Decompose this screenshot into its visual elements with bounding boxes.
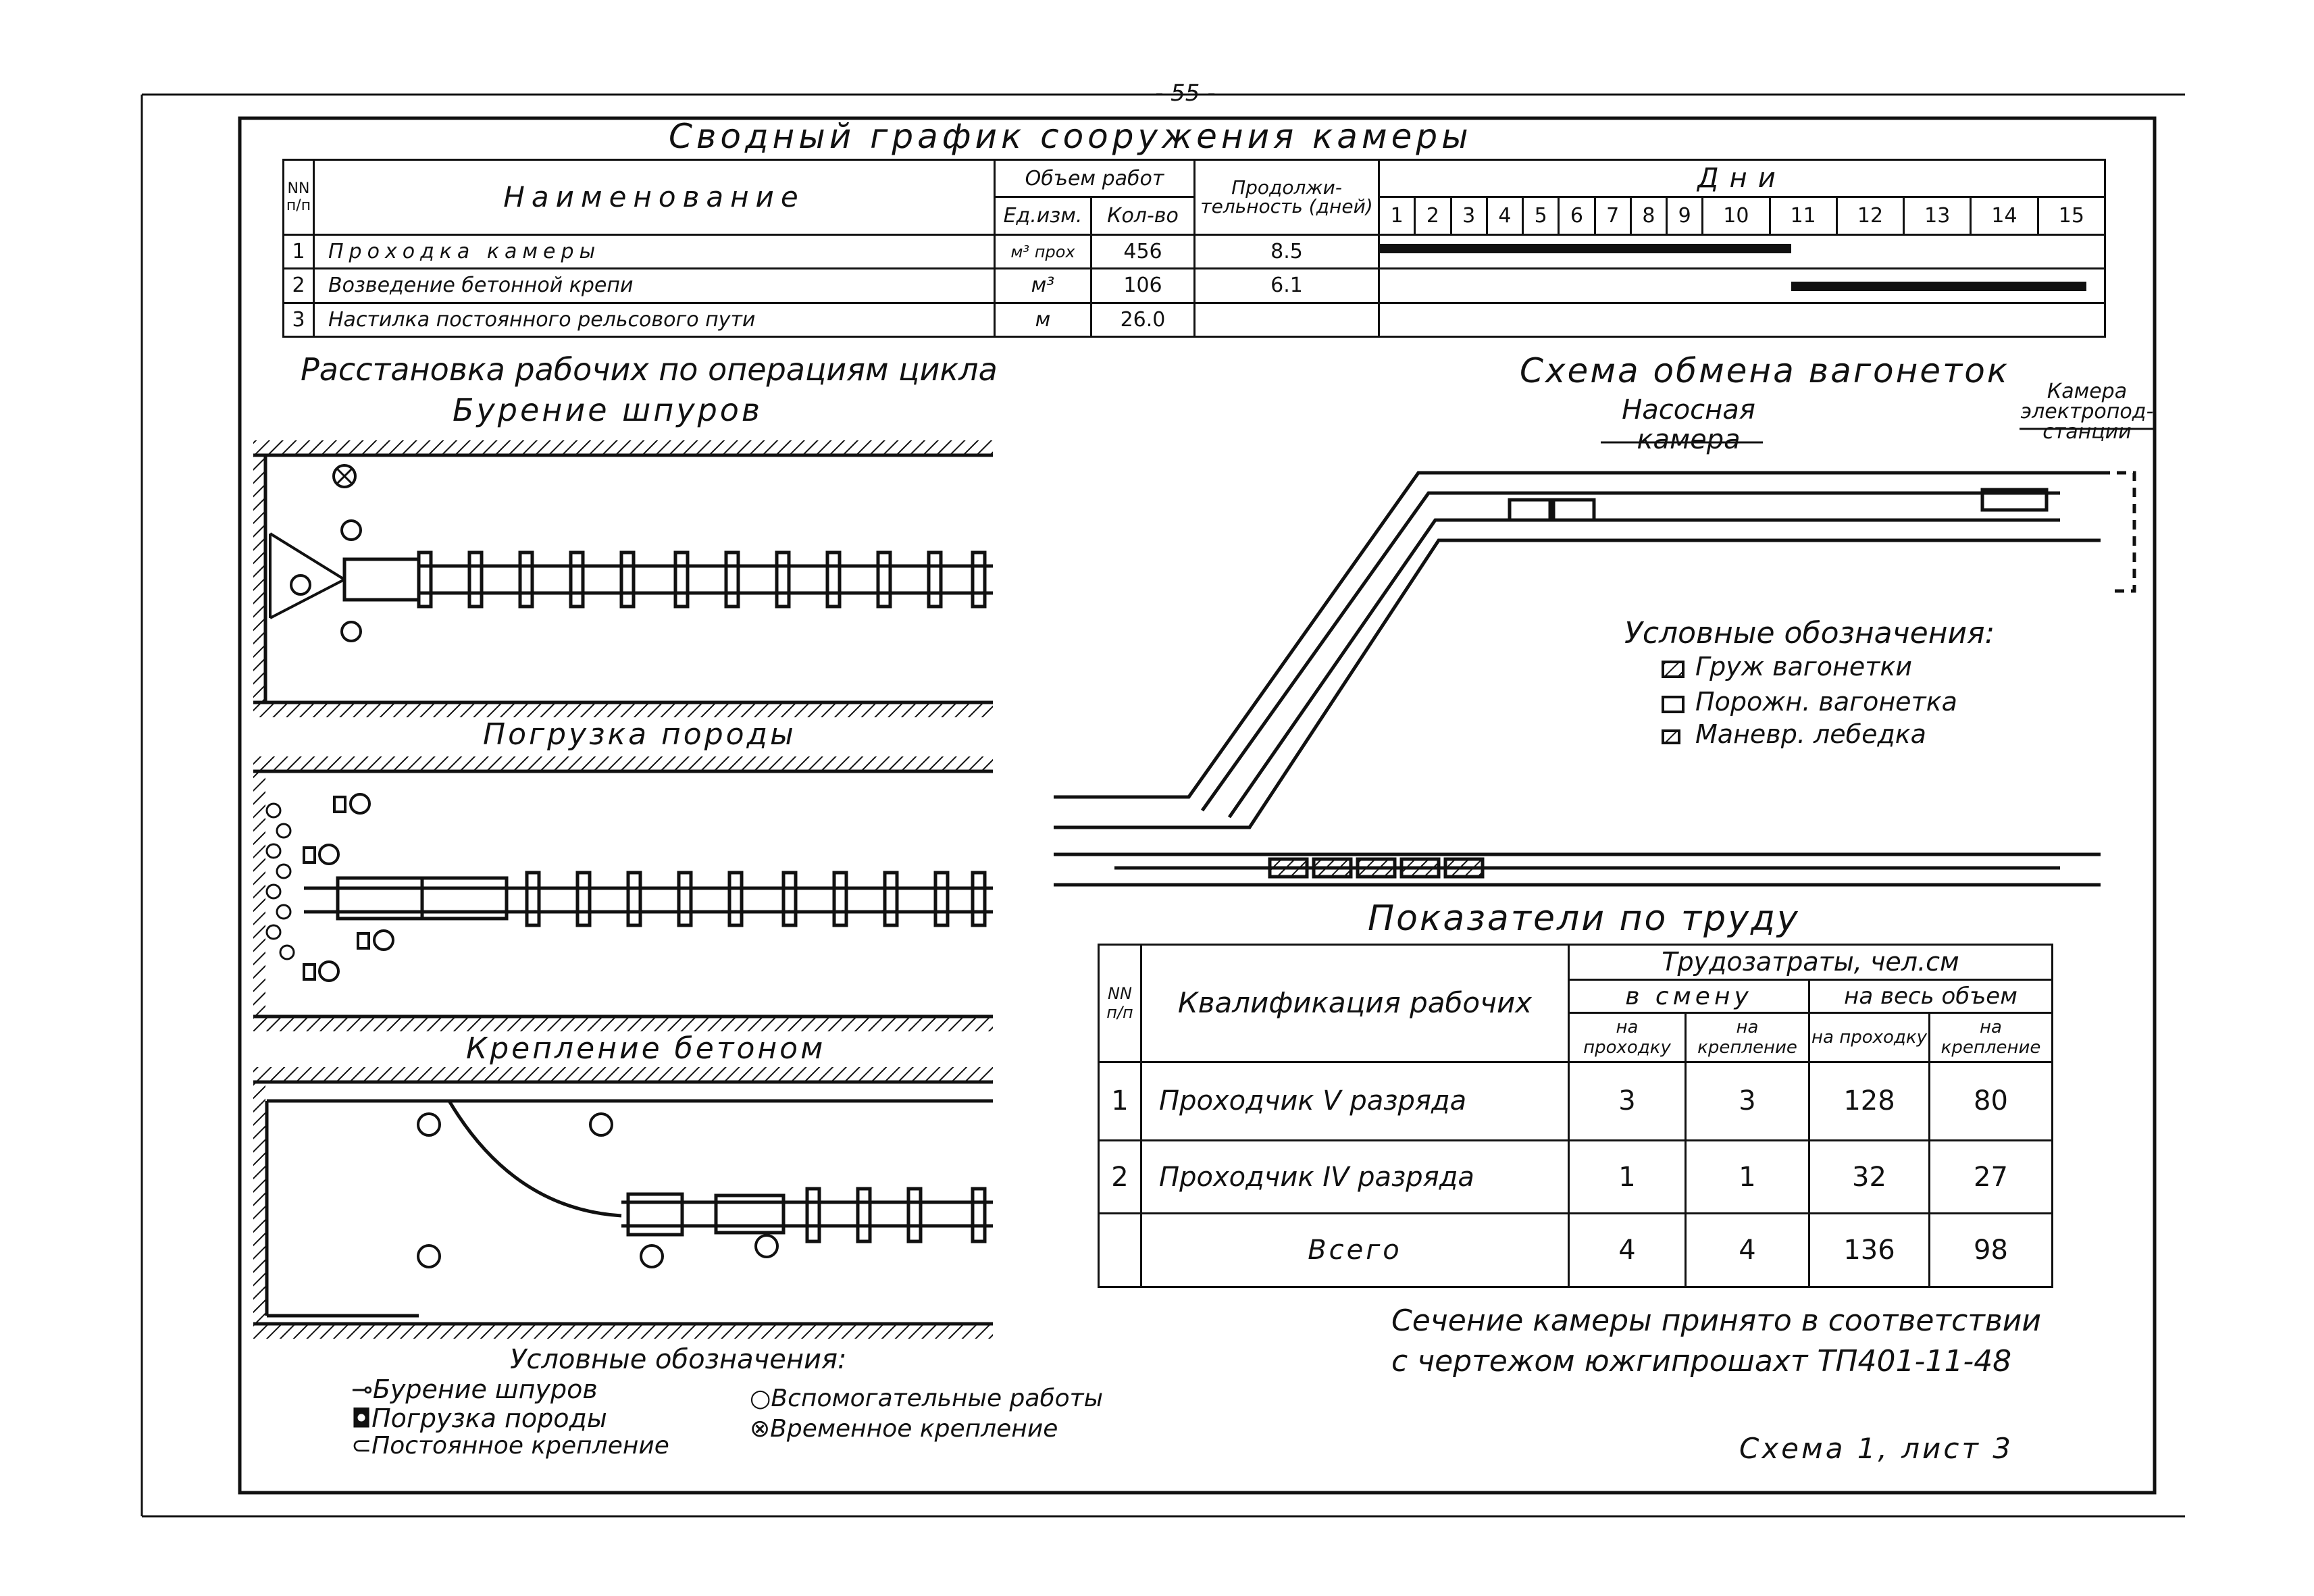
- work-duration: 8.5: [1195, 234, 1379, 268]
- legend-item-loading: ◘Погрузка породы: [351, 1404, 607, 1433]
- day-number: 5: [1523, 197, 1559, 234]
- circle-icon: ○: [750, 1385, 771, 1412]
- drilling-schematic: [253, 440, 993, 717]
- legend-left-title: Условные обозначения:: [510, 1344, 847, 1375]
- schedule-header-name: Наименование: [314, 160, 995, 235]
- drill-icon: ⊸: [351, 1374, 373, 1404]
- loading-schematic: [253, 756, 993, 1031]
- value-cell: 1: [1569, 1140, 1686, 1214]
- table-row: [1099, 1140, 2053, 1214]
- day-number: 2: [1415, 197, 1451, 234]
- exchange-legend-symbols: [1663, 662, 1683, 743]
- labor-header-cost: Трудозатраты, чел.см: [1569, 945, 2053, 980]
- legend-item-auxiliary: ○Вспомогательные работы: [750, 1385, 1104, 1412]
- schedule-header-qty: Кол-во: [1091, 197, 1195, 234]
- loading-icon: ◘: [351, 1404, 372, 1433]
- day-number: 15: [2038, 197, 2105, 234]
- table-row: [1099, 1062, 2053, 1140]
- worker-name: Проходчик V разряда: [1141, 1062, 1569, 1140]
- day-number: 11: [1770, 197, 1836, 234]
- work-unit: м³ прох: [995, 234, 1091, 268]
- gantt-cell: [1379, 303, 2105, 336]
- work-unit: м³: [995, 269, 1091, 303]
- exchange-legend-title: Условные обозначения:: [1624, 616, 1995, 650]
- labor-header-nn: NN п/п: [1099, 945, 1141, 1062]
- operation-lining-title: Крепление бетоном: [466, 1031, 826, 1066]
- pump-chamber-label: Насосная камера: [1622, 394, 1755, 455]
- labor-header-total: на весь объем: [1809, 979, 2053, 1013]
- day-number: 12: [1836, 197, 1903, 234]
- schedule-title: Сводный график сооружения камеры: [669, 117, 1472, 156]
- value-cell: 1: [1686, 1140, 1809, 1214]
- exchange-scheme-drawing: [1054, 429, 2155, 885]
- value-cell: 3: [1686, 1062, 1809, 1140]
- exchange-legend-winch: Маневр. лебедка: [1695, 719, 1926, 749]
- value-cell: 3: [1569, 1062, 1686, 1140]
- day-number: 3: [1451, 197, 1487, 234]
- note-line-1: Сечение камеры принято в соответствии: [1391, 1304, 2041, 1338]
- labor-header-drive: на проходку: [1569, 1013, 1686, 1062]
- labor-header-qual: Квалификация рабочих: [1141, 945, 1569, 1062]
- day-number: 13: [1904, 197, 1971, 234]
- work-name: Возведение бетонной крепи: [314, 269, 995, 303]
- day-number: 8: [1630, 197, 1666, 234]
- value-cell: 80: [1930, 1062, 2053, 1140]
- labor-header-drive-total: на проходку: [1809, 1013, 1930, 1062]
- operation-loading-title: Погрузка породы: [483, 717, 796, 752]
- worker-name: Проходчик IV разряда: [1141, 1140, 1569, 1214]
- row-number: [1099, 1214, 1141, 1287]
- day-number: 14: [1971, 197, 2038, 234]
- day-number: 9: [1667, 197, 1703, 234]
- table-row: [1099, 1214, 2053, 1287]
- day-number: 6: [1559, 197, 1595, 234]
- worker-name: Всего: [1141, 1214, 1569, 1287]
- labor-title: Показатели по труду: [1368, 898, 1800, 939]
- value-cell: 32: [1809, 1140, 1930, 1214]
- value-cell: 4: [1569, 1214, 1686, 1287]
- sheet-label: Схема 1, лист 3: [1739, 1432, 2013, 1465]
- value-cell: 4: [1686, 1214, 1809, 1287]
- schedule-header-nn: NN п/п: [284, 160, 314, 235]
- schedule-header-days: Дни: [1379, 160, 2105, 197]
- work-duration: 6.1: [1195, 269, 1379, 303]
- day-number: 10: [1703, 197, 1770, 234]
- schedule-header-volume: Объем работ: [995, 160, 1195, 197]
- table-row: [284, 234, 2105, 268]
- crossed-circle-icon: ⊗: [750, 1415, 771, 1443]
- lining-schematic: [253, 1067, 993, 1339]
- row-number: 2: [284, 269, 314, 303]
- work-qty: 456: [1091, 234, 1195, 268]
- day-number: 4: [1487, 197, 1522, 234]
- row-number: 3: [284, 303, 314, 336]
- gantt-cell: [1379, 234, 2105, 268]
- page-number: - 55 -: [1155, 80, 1216, 107]
- legend-item-drilling: ⊸Бурение шпуров: [351, 1374, 598, 1404]
- exchange-title: Схема обмена вагонеток: [1520, 351, 2009, 390]
- legend-item-permanent: ⊂Постоянное крепление: [351, 1432, 669, 1460]
- day-number: 1: [1379, 197, 1415, 234]
- schedule-header-unit: Ед.изм.: [995, 197, 1091, 234]
- table-row: [284, 303, 2105, 336]
- gantt-cell: [1379, 269, 2105, 303]
- labor-header-support: на крепление: [1686, 1013, 1809, 1062]
- day-number: 7: [1595, 197, 1630, 234]
- substation-label: Камера электропод-станции: [2020, 380, 2154, 444]
- work-duration: [1195, 303, 1379, 336]
- work-qty: 26.0: [1091, 303, 1195, 336]
- labor-header-shift: в смену: [1569, 979, 1809, 1013]
- row-number: 2: [1099, 1140, 1141, 1214]
- value-cell: 128: [1809, 1062, 1930, 1140]
- permanent-support-icon: ⊂: [351, 1432, 372, 1460]
- table-row: [284, 269, 2105, 303]
- note-line-2: с чертежом южгипрошахт ТП401-11-48: [1391, 1344, 2012, 1379]
- exchange-legend-loaded: Груж вагонетки: [1695, 652, 1912, 681]
- gantt-bar: [1380, 244, 1791, 253]
- row-number: 1: [284, 234, 314, 268]
- work-name: Проходка камеры: [314, 234, 995, 268]
- schedule-table: [282, 159, 2106, 338]
- placement-title: Расстановка рабочих по операциям цикла: [301, 351, 998, 388]
- labor-table: [1098, 944, 2053, 1288]
- work-unit: м: [995, 303, 1091, 336]
- value-cell: 136: [1809, 1214, 1930, 1287]
- legend-item-temporary: ⊗Временное крепление: [750, 1415, 1058, 1443]
- value-cell: 98: [1930, 1214, 2053, 1287]
- exchange-legend-empty: Порожн. вагонетка: [1695, 687, 1957, 717]
- work-name: Настилка постоянного рельсового пути: [314, 303, 995, 336]
- schedule-header-duration: Продолжи-тельность (дней): [1195, 160, 1379, 235]
- labor-header-support-total: на крепление: [1930, 1013, 2053, 1062]
- work-qty: 106: [1091, 269, 1195, 303]
- gantt-bar: [1791, 282, 2086, 291]
- value-cell: 27: [1930, 1140, 2053, 1214]
- operation-drilling-title: Бурение шпуров: [453, 392, 763, 428]
- row-number: 1: [1099, 1062, 1141, 1140]
